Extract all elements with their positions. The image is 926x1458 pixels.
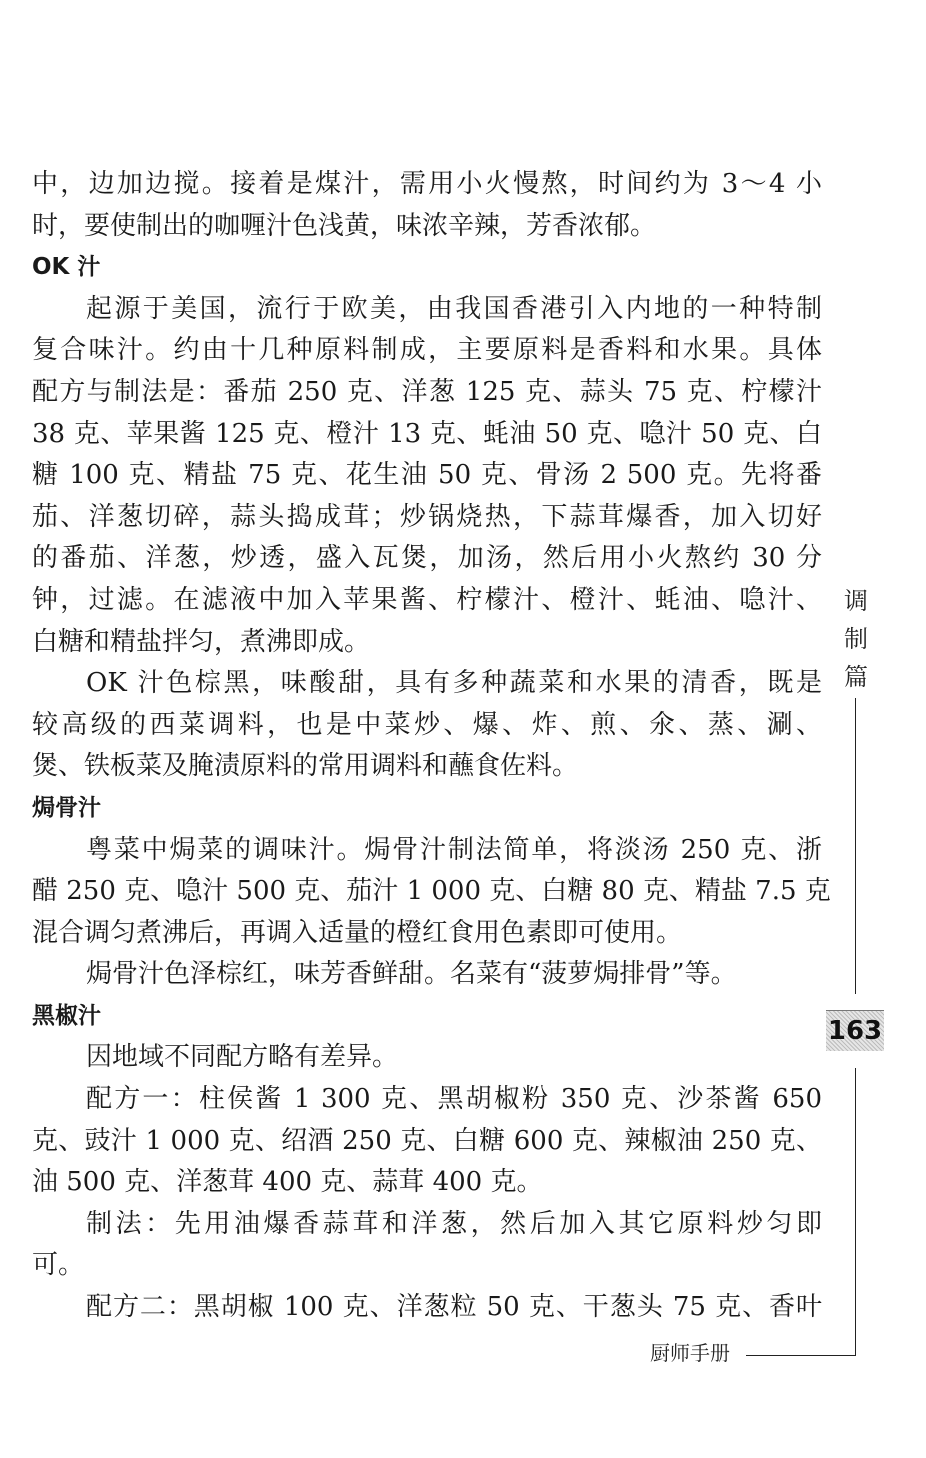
text-line: 中，边加边搅。接着是煤汁，需用小火慢熬，时间约为 3～4 小	[32, 169, 822, 199]
text-line: 混合调匀煮沸后，再调入适量的橙红食用色素即可使用。	[32, 917, 683, 948]
section-heading: OK 汁	[32, 254, 101, 281]
text-line: 的番茄、洋葱，炒透，盛入瓦煲，加汤，然后用小火熬约 30 分	[32, 543, 822, 574]
text-line: 时，要使制出的咖喱汁色浅黄，味浓辛辣，芳香浓郁。	[32, 210, 657, 241]
section-heading: 焗骨汁	[32, 794, 101, 821]
text-line: 粤菜中焗菜的调味汁。焗骨汁制法简单，将淡汤 250 克、浙	[86, 834, 822, 865]
section-label-char: 制	[844, 625, 868, 653]
text-line: 醋 250 克、喼汁 500 克、茄汁 1 000 克、白糖 80 克、精盐 7.5 克	[32, 876, 831, 907]
margin-rule-bottom	[855, 1068, 856, 1356]
text-line: 38 克、苹果酱 125 克、橙汁 13 克、蚝油 50 克、喼汁 50 克、白	[32, 418, 822, 449]
section-side-label	[838, 582, 874, 696]
text-line: 焗骨汁色泽棕红，味芳香鲜甜。名菜有“菠萝焗排骨”等。	[86, 959, 737, 990]
text-line: 配方一：柱侯酱 1 300 克、黑胡椒粉 350 克、沙茶酱 650	[86, 1084, 822, 1115]
text-line: 煲、铁板菜及腌渍原料的常用调料和蘸食佐料。	[32, 751, 579, 782]
text-line: 克、豉汁 1 000 克、绍酒 250 克、白糖 600 克、辣椒油 250 克、	[32, 1125, 822, 1156]
text-line: 钟，过滤。在滤液中加入苹果酱、柠檬汁、橙汁、蚝油、喼汁、	[32, 584, 822, 615]
footer-book-title: 厨师手册	[650, 1338, 734, 1368]
section-heading: 黑椒汁	[32, 1002, 101, 1029]
text-line: 茄、洋葱切碎，蒜头捣成茸；炒锅烧热，下蒜茸爆香，加入切好	[32, 501, 822, 532]
text-line: OK 汁色棕黑，味酸甜，具有多种蔬菜和水果的清香，既是	[86, 668, 822, 699]
text-line: 糖 100 克、精盐 75 克、花生油 50 克、骨汤 2 500 克。先将番	[32, 460, 822, 491]
text-line: 可。	[32, 1250, 85, 1281]
text-line: 较高级的西菜调料，也是中菜炒、爆、炸、煎、氽、蒸、涮、	[32, 709, 822, 740]
section-label-char: 调	[844, 587, 868, 615]
text-line: 配方二：黑胡椒 100 克、洋葱粒 50 克、干葱头 75 克、香叶	[86, 1292, 822, 1323]
text-line: 复合味汁。约由十几种原料制成，主要原料是香料和水果。具体	[32, 335, 822, 366]
section-label-char: 篇	[844, 663, 868, 691]
text-line: 白糖和精盐拌匀，煮沸即成。	[32, 626, 371, 657]
page-number: 163	[826, 1010, 884, 1051]
text-line: 配方与制法是：番茄 250 克、洋葱 125 克、蒜头 75 克、柠檬汁	[32, 376, 822, 407]
text-line: 起源于美国，流行于欧美，由我国香港引入内地的一种特制	[86, 293, 822, 324]
text-line: 制法：先用油爆香蒜茸和洋葱，然后加入其它原料炒匀即	[86, 1208, 822, 1239]
margin-rule-top	[855, 698, 856, 994]
text-line: 油 500 克、洋葱茸 400 克、蒜茸 400 克。	[32, 1167, 543, 1198]
text-line: 因地域不同配方略有差异。	[86, 1042, 399, 1073]
page-body-text	[32, 164, 831, 1329]
footer-rule	[746, 1355, 856, 1356]
